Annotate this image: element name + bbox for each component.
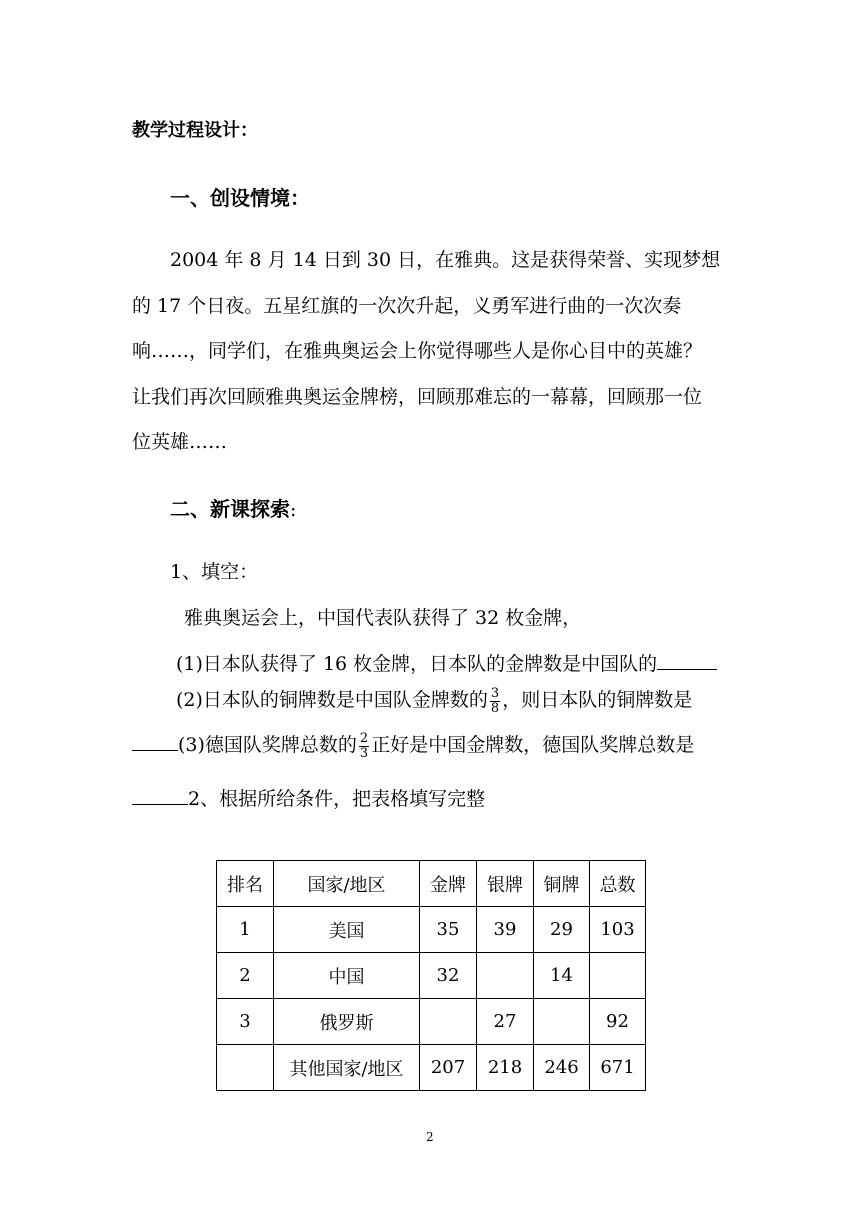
item-2-line xyxy=(132,784,485,811)
table-cell: 218 xyxy=(477,1045,534,1091)
table-cell: 671 xyxy=(590,1045,646,1091)
table-row xyxy=(217,1045,646,1091)
section-heading-2-text: 二、新课探索 xyxy=(170,497,290,521)
table-cell xyxy=(534,999,590,1045)
fraction-denominator: 8 xyxy=(490,700,500,716)
table-cell: 32 xyxy=(420,953,477,999)
table-cell: 中国 xyxy=(274,953,420,999)
table-row xyxy=(217,907,646,953)
table-row xyxy=(217,953,646,999)
answer-blank xyxy=(132,732,178,751)
header-cell: 国家/地区 xyxy=(274,861,420,907)
intro-line: 雅典奥运会上，中国代表队获得了 32 枚金牌， xyxy=(184,607,582,629)
fraction-numerator: 2 xyxy=(359,730,369,746)
question-2-text-a: (2)日本队的铜牌数是中国队金牌数的 xyxy=(176,689,488,711)
page-title: 教学过程设计： xyxy=(132,120,258,141)
answer-blank xyxy=(132,786,188,805)
table-cell: 246 xyxy=(534,1045,590,1091)
medal-table xyxy=(216,860,646,1091)
header-cell: 银牌 xyxy=(477,861,534,907)
table-cell: 14 xyxy=(534,953,590,999)
fraction-3-8 xyxy=(490,687,500,716)
section-heading-1: 一、创设情境： xyxy=(170,186,310,210)
table-cell xyxy=(477,953,534,999)
question-1-text: (1)日本队获得了 16 枚金牌，日本队的金牌数是中国队的 xyxy=(176,653,658,675)
header-cell: 排名 xyxy=(217,861,274,907)
question-1 xyxy=(176,649,717,676)
header-cell: 总数 xyxy=(590,861,646,907)
table-cell: 103 xyxy=(590,907,646,953)
paragraph-line: 让我们再次回顾雅典奥运金牌榜，回顾那难忘的一幕幕，回顾那一位 xyxy=(132,386,703,408)
fraction-2-3 xyxy=(359,732,369,761)
question-3-text-b: 正好是中国金牌数，德国队奖牌总数是 xyxy=(371,734,695,756)
question-2-text-b: ，则日本队的铜牌数是 xyxy=(502,689,693,711)
header-cell: 金牌 xyxy=(420,861,477,907)
table-cell: 俄罗斯 xyxy=(274,999,420,1045)
answer-blank xyxy=(657,651,717,670)
table-cell xyxy=(590,953,646,999)
table-cell: 35 xyxy=(420,907,477,953)
question-2 xyxy=(176,685,692,716)
table-cell: 207 xyxy=(420,1045,477,1091)
item-2-label: 2、根据所给条件，把表格填写完整 xyxy=(188,788,486,810)
section-heading-2-suffix: : xyxy=(290,499,297,521)
page-number: 2 xyxy=(426,1130,434,1144)
header-cell: 铜牌 xyxy=(534,861,590,907)
table-cell: 1 xyxy=(217,907,274,953)
item-1-label: 1、填空： xyxy=(170,561,259,583)
table-cell: 其他国家/地区 xyxy=(274,1045,420,1091)
table-cell xyxy=(420,999,477,1045)
table-cell: 2 xyxy=(217,953,274,999)
table-cell: 27 xyxy=(477,999,534,1045)
table-header-row xyxy=(217,861,646,907)
table-cell xyxy=(217,1045,274,1091)
question-3 xyxy=(132,730,694,761)
table-cell: 美国 xyxy=(274,907,420,953)
fraction-denominator: 3 xyxy=(359,745,369,761)
table-cell: 29 xyxy=(534,907,590,953)
paragraph-line: 的 17 个日夜。五星红旗的一次次升起，义勇军进行曲的一次次奏 xyxy=(132,295,682,317)
section-heading-2 xyxy=(170,493,296,522)
table-cell: 3 xyxy=(217,999,274,1045)
fraction-numerator: 3 xyxy=(490,685,500,701)
table-row xyxy=(217,999,646,1045)
paragraph-line: 2004 年 8 月 14 日到 30 日，在雅典。这是获得荣誉、实现梦想 xyxy=(170,249,721,271)
paragraph-line: 响……，同学们，在雅典奥运会上你觉得哪些人是你心目中的英雄？ xyxy=(132,340,703,362)
table-cell: 92 xyxy=(590,999,646,1045)
question-3-text-a: (3)德国队奖牌总数的 xyxy=(178,734,357,756)
paragraph-line: 位英雄…… xyxy=(132,431,228,453)
table-cell: 39 xyxy=(477,907,534,953)
